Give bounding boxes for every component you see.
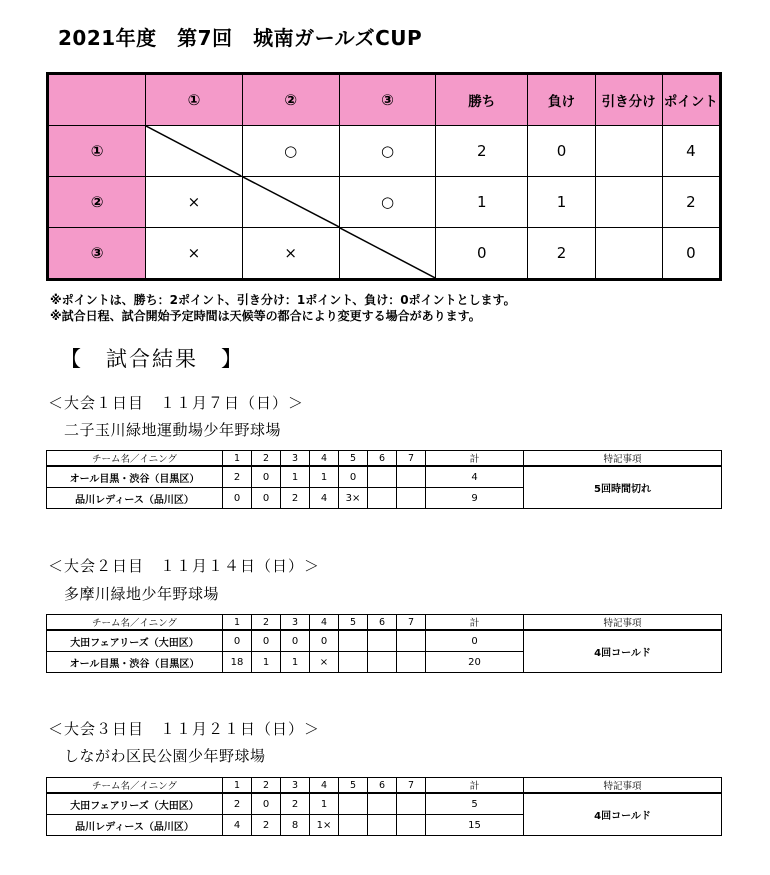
game-venue-1: 二子玉川緑地運動場少年野球場 (64, 421, 282, 439)
standings-row-label: ③ (48, 228, 146, 280)
header-total: 計 (426, 451, 524, 467)
inning-score (397, 466, 426, 488)
inning-score (368, 793, 397, 815)
inning-score: 1 (252, 652, 281, 673)
header-inning: 7 (397, 615, 426, 631)
game-day-1: ＜大会１日目 １１月７日（日）＞ (48, 394, 305, 412)
team-name: オール目黒・渋谷（目黒区） (47, 652, 223, 673)
header-note: 特記事項 (524, 451, 722, 467)
standings-diagonal-cell (146, 126, 242, 177)
standings-draws-cell (595, 177, 662, 228)
inning-score: 2 (223, 466, 252, 488)
inning-score: 1 (281, 652, 310, 673)
header-inning: 1 (223, 451, 252, 467)
header-inning: 6 (368, 615, 397, 631)
inning-score: 1 (281, 466, 310, 488)
score-table-3 (46, 777, 722, 836)
standings-diagonal-cell (242, 177, 339, 228)
inning-score (339, 815, 368, 836)
score-header-row (47, 778, 722, 794)
inning-score: 1 (310, 793, 339, 815)
inning-score: 0 (252, 793, 281, 815)
inning-score (397, 488, 426, 509)
diagonal-line (340, 228, 435, 278)
note-line: ※試合日程、試合開始予定時間は天候等の都合により変更する場合があります。 (50, 309, 481, 323)
team-name: 品川レディース（品川区） (47, 815, 223, 836)
standings-header-draws: 引き分け (595, 74, 662, 126)
standings-row-3 (48, 228, 721, 280)
inning-score: 18 (223, 652, 252, 673)
game-note: 5回時間切れ (524, 466, 722, 509)
inning-score (339, 793, 368, 815)
total-score: 15 (426, 815, 524, 836)
header-inning: 5 (339, 451, 368, 467)
standings-diagonal-cell (339, 228, 435, 280)
score-row (47, 793, 722, 815)
inning-score (397, 630, 426, 652)
standings-header-team-3: ③ (339, 74, 435, 126)
inning-score: 2 (223, 793, 252, 815)
inning-score (339, 652, 368, 673)
score-table-2 (46, 614, 722, 673)
inning-score: × (310, 652, 339, 673)
total-score: 20 (426, 652, 524, 673)
standings-row-label: ① (48, 126, 146, 177)
header-inning: 1 (223, 615, 252, 631)
standings-draws-cell (595, 126, 662, 177)
team-name: オール目黒・渋谷（目黒区） (47, 466, 223, 488)
standings-losses-cell: 1 (528, 177, 595, 228)
inning-score: 0 (223, 488, 252, 509)
standings-header-corner (48, 74, 146, 126)
header-inning: 3 (281, 451, 310, 467)
header-inning: 5 (339, 778, 368, 794)
total-score: 9 (426, 488, 524, 509)
game-day-2: ＜大会２日目 １１月１４日（日）＞ (48, 557, 321, 575)
game-note: 4回コールド (524, 630, 722, 673)
header-inning: 6 (368, 778, 397, 794)
total-score: 4 (426, 466, 524, 488)
header-inning: 7 (397, 451, 426, 467)
game-venue-3: しながわ区民公園少年野球場 (64, 747, 266, 765)
score-header-row (47, 615, 722, 631)
score-row (47, 630, 722, 652)
header-inning: 7 (397, 778, 426, 794)
standings-wins-cell: 0 (436, 228, 528, 280)
inning-score: 3× (339, 488, 368, 509)
inning-score (397, 793, 426, 815)
game-note: 4回コールド (524, 793, 722, 836)
standings-cell: ○ (242, 126, 339, 177)
results-heading: 【 試合結果 】 (60, 347, 244, 371)
inning-score (368, 652, 397, 673)
inning-score (368, 488, 397, 509)
header-team: チーム名／イニング (47, 451, 223, 467)
standings-cell: × (146, 228, 242, 280)
standings-wins-cell: 1 (436, 177, 528, 228)
inning-score: 0 (252, 466, 281, 488)
header-inning: 5 (339, 615, 368, 631)
inning-score (368, 466, 397, 488)
standings-cell: × (242, 228, 339, 280)
standings-losses-cell: 2 (528, 228, 595, 280)
standings-table (46, 72, 722, 281)
inning-score: 0 (252, 630, 281, 652)
inning-score: 4 (310, 488, 339, 509)
header-inning: 2 (252, 451, 281, 467)
score-table-1 (46, 450, 722, 509)
header-note: 特記事項 (524, 778, 722, 794)
standings-points-cell: 4 (662, 126, 720, 177)
header-note: 特記事項 (524, 615, 722, 631)
inning-score: 0 (252, 488, 281, 509)
inning-score: 2 (281, 488, 310, 509)
inning-score (368, 815, 397, 836)
standings-header-row (48, 74, 721, 126)
standings-cell: × (146, 177, 242, 228)
header-inning: 3 (281, 778, 310, 794)
header-inning: 2 (252, 778, 281, 794)
inning-score: 2 (252, 815, 281, 836)
standings-cell: ○ (339, 177, 435, 228)
standings-draws-cell (595, 228, 662, 280)
header-total: 計 (426, 778, 524, 794)
inning-score: 0 (339, 466, 368, 488)
total-score: 0 (426, 630, 524, 652)
standings-row-label: ② (48, 177, 146, 228)
score-header-row (47, 451, 722, 467)
standings-header-points: ポイント (662, 74, 720, 126)
diagonal-line (146, 126, 241, 176)
standings-row-1 (48, 126, 721, 177)
inning-score: 1× (310, 815, 339, 836)
standings-points-cell: 0 (662, 228, 720, 280)
standings-losses-cell: 0 (528, 126, 595, 177)
header-inning: 4 (310, 451, 339, 467)
team-name: 大田フェアリーズ（大田区） (47, 630, 223, 652)
header-inning: 4 (310, 615, 339, 631)
header-inning: 1 (223, 778, 252, 794)
header-total: 計 (426, 615, 524, 631)
standings-wins-cell: 2 (436, 126, 528, 177)
standings-header-wins: 勝ち (436, 74, 528, 126)
inning-score: 0 (281, 630, 310, 652)
inning-score (397, 815, 426, 836)
header-team: チーム名／イニング (47, 615, 223, 631)
standings-cell: ○ (339, 126, 435, 177)
standings-row-2 (48, 177, 721, 228)
team-name: 品川レディース（品川区） (47, 488, 223, 509)
inning-score (368, 630, 397, 652)
inning-score: 2 (281, 793, 310, 815)
diagonal-line (243, 177, 339, 227)
inning-score: 8 (281, 815, 310, 836)
header-inning: 4 (310, 778, 339, 794)
inning-score: 1 (310, 466, 339, 488)
score-row (47, 466, 722, 488)
notes (50, 292, 516, 324)
inning-score: 4 (223, 815, 252, 836)
standings-header-team-1: ① (146, 74, 242, 126)
header-inning: 3 (281, 615, 310, 631)
inning-score (339, 630, 368, 652)
header-inning: 6 (368, 451, 397, 467)
game-day-3: ＜大会３日目 １１月２１日（日）＞ (48, 720, 321, 738)
header-inning: 2 (252, 615, 281, 631)
game-venue-2: 多摩川緑地少年野球場 (64, 585, 220, 603)
total-score: 5 (426, 793, 524, 815)
inning-score (397, 652, 426, 673)
inning-score: 0 (310, 630, 339, 652)
page-title: 2021年度 第7回 城南ガールズCUP (58, 26, 423, 50)
standings-points-cell: 2 (662, 177, 720, 228)
standings-header-losses: 負け (528, 74, 595, 126)
team-name: 大田フェアリーズ（大田区） (47, 793, 223, 815)
note-line: ※ポイントは、勝ち：2ポイント、引き分け：1ポイント、負け：0ポイントとします。 (50, 293, 516, 307)
inning-score: 0 (223, 630, 252, 652)
header-team: チーム名／イニング (47, 778, 223, 794)
standings-header-team-2: ② (242, 74, 339, 126)
